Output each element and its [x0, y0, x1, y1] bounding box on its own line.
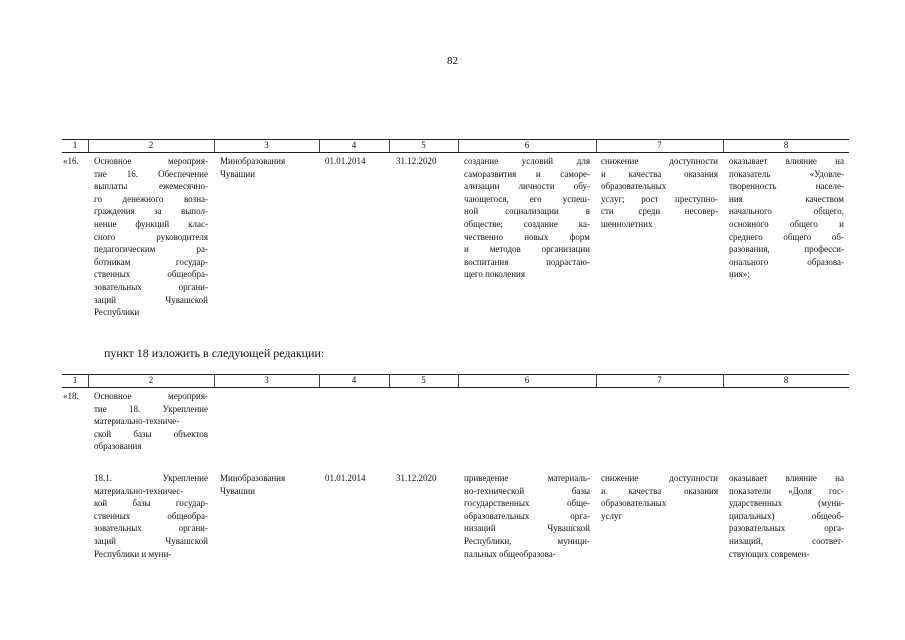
text-line: Республики, муници-: [464, 535, 590, 546]
text-line: ботникам государ-: [94, 256, 208, 267]
text-line: образовательных: [601, 498, 667, 509]
text-line: и качества оказания: [601, 485, 718, 496]
text-line: Республики: [94, 307, 140, 318]
text-line: ударственных (муни-: [729, 498, 844, 509]
end-date: 31.12.2020: [396, 473, 437, 483]
text-line: Минобразования: [220, 156, 286, 166]
non-implementation-consequences: [601, 472, 718, 522]
text-line: начального общего,: [729, 206, 844, 217]
text-line: онального образова-: [729, 256, 844, 267]
text-line: Республики и муни-: [94, 548, 172, 559]
table-1-header-divider: [62, 152, 849, 153]
non-implementation-consequences: [601, 155, 718, 231]
text-line: педагогическим ра-: [94, 244, 208, 255]
text-line: Чувашии: [220, 485, 256, 496]
text-line: оказывает влияние на: [729, 473, 844, 483]
table-1-header-4: 4: [351, 140, 357, 150]
text-line: материально-техничес-: [94, 485, 184, 496]
text-line: образовательных: [601, 181, 667, 192]
text-line: ния»;: [729, 269, 750, 280]
text-line: зовательных органи-: [94, 281, 208, 292]
text-line: образования: [94, 441, 142, 452]
end-date: 31.12.2020: [396, 156, 437, 166]
text-line: ципальных) общеоб-: [729, 510, 844, 521]
indicator-link: [729, 472, 844, 560]
text-line: ния качеством: [729, 193, 844, 204]
text-line: Чувашии: [220, 168, 256, 179]
row-number: «16.: [63, 156, 79, 166]
text-line: тие 18. Укрепление: [94, 403, 208, 414]
table-2-header-6: 6: [524, 375, 530, 385]
text-line: среднего общего об-: [729, 231, 844, 242]
table-1-header-8: 8: [783, 140, 789, 150]
table-2-header-7: 7: [657, 375, 662, 385]
text-line: низаций, соответ-: [729, 535, 844, 546]
table-1-header-5: 5: [421, 140, 426, 150]
expected-result: [464, 155, 590, 281]
text-line: Минобразования: [220, 473, 286, 483]
text-line: услуг; рост преступно-: [601, 193, 718, 204]
responsible-executor: [220, 155, 285, 180]
text-line: щего поколения: [464, 269, 526, 280]
table-1-header-1: 1: [72, 140, 78, 150]
text-line: государственных обще-: [464, 498, 590, 509]
text-line: создание условий для: [464, 156, 590, 166]
text-line: обществе; создание ка-: [464, 218, 590, 229]
text-line: тие 16. Обеспечение: [94, 168, 208, 179]
table-2-header-2: 2: [148, 375, 154, 385]
indicator-link: [729, 155, 844, 281]
text-line: основного общего и: [729, 218, 844, 229]
page-number: 82: [447, 55, 458, 67]
text-line: заций Чувашской: [94, 294, 208, 305]
text-line: воспитания подрастаю-: [464, 256, 590, 267]
start-date: 01.01.2014: [325, 156, 366, 166]
text-line: услуг: [601, 510, 623, 521]
text-line: нение функций клас-: [94, 218, 208, 229]
text-line: 18.1. Укрепление: [94, 473, 208, 483]
text-line: и методов организации: [464, 244, 590, 255]
text-line: снижение доступности: [601, 156, 718, 166]
text-line: образовательных орга-: [464, 510, 590, 521]
text-line: шеннолетних: [601, 218, 653, 229]
text-line: приведение материаль-: [464, 473, 590, 483]
text-line: ной социализации в: [464, 206, 590, 217]
table-2-header-1: 1: [72, 375, 78, 385]
start-date: 01.01.2014: [325, 473, 366, 483]
text-line: пальных общеобразова-: [464, 548, 556, 559]
text-line: кой базы государ-: [94, 498, 208, 509]
text-line: выплаты ежемесячно-: [94, 181, 208, 192]
row-number: «18.: [63, 391, 79, 401]
amendment-note: пункт 18 изложить в следующей редакции:: [104, 346, 325, 360]
table-2-header-4: 4: [351, 375, 357, 385]
text-line: оказывает влияние на: [729, 156, 844, 166]
text-line: сти среди несовер-: [601, 206, 718, 217]
table-2-header-5: 5: [421, 375, 426, 385]
text-line: материально-техниче-: [94, 416, 180, 427]
text-line: но-технической базы: [464, 485, 590, 496]
responsible-executor: [220, 472, 285, 497]
text-line: чественно новых форм: [464, 231, 590, 242]
text-line: Основное мероприя-: [94, 156, 208, 166]
measure-description: [94, 390, 208, 453]
sub-measure-description: [94, 472, 208, 560]
text-line: разования, професси-: [729, 244, 844, 255]
text-line: заций Чувашской: [94, 535, 208, 546]
text-line: показатели «Доля гос-: [729, 485, 844, 496]
measure-description: [94, 155, 208, 319]
table-1-header-6: 6: [524, 140, 530, 150]
text-line: низаций Чувашской: [464, 523, 590, 534]
text-line: ствующих современ-: [729, 548, 810, 559]
table-1-header-3: 3: [264, 140, 269, 150]
text-line: Основное мероприя-: [94, 391, 208, 401]
text-line: ской базы объектов: [94, 428, 208, 439]
text-line: показатель «Удовле-: [729, 168, 844, 179]
table-1-header-7: 7: [657, 140, 662, 150]
table-2-header-8: 8: [783, 375, 789, 385]
text-line: разовательных орга-: [729, 523, 844, 534]
text-line: зовательных органи-: [94, 523, 208, 534]
text-line: сного руководителя: [94, 231, 208, 242]
text-line: ализации личности обу-: [464, 181, 590, 192]
text-line: го денежного возна-: [94, 193, 208, 204]
table-2-header-divider: [62, 387, 849, 388]
text-line: чающегося, его успеш-: [464, 193, 590, 204]
text-line: граждения за выпол-: [94, 206, 208, 217]
table-1-header-2: 2: [148, 140, 154, 150]
text-line: творенность населе-: [729, 181, 844, 192]
text-line: и качества оказания: [601, 168, 718, 179]
text-line: ственных общеобра-: [94, 269, 208, 280]
expected-result: [464, 472, 590, 560]
text-line: ственных общеобра-: [94, 510, 208, 521]
text-line: саморазвития и саморе-: [464, 168, 590, 179]
table-2-header-3: 3: [264, 375, 269, 385]
text-line: снижение доступности: [601, 473, 718, 483]
